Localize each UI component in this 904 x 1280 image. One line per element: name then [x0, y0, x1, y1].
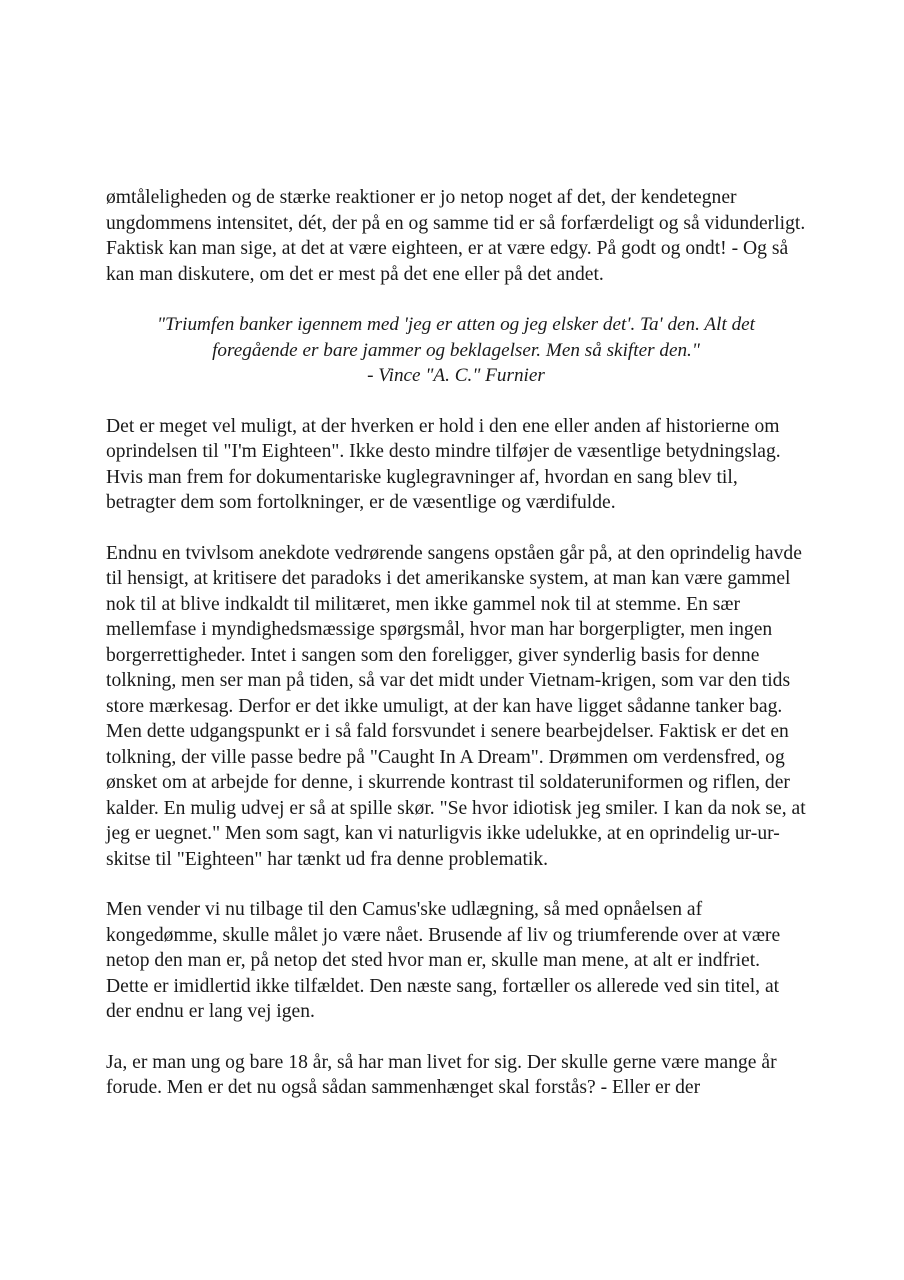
paragraph-1: ømtåleligheden og de stærke reaktioner er jo netop noget af det, der kendetegner ungdommens intensitet, dét, der på en og samme tid er så forfærdeligt og så vidunderligt. Faktisk kan man sige, at det at være eighteen, er at være edgy. På godt og ondt! - Og så kan man diskutere, om det er mest på det ene eller på det andet.	[106, 187, 806, 285]
quote-attribution: - Vince "A. C." Furnier	[367, 365, 545, 386]
document-body	[106, 185, 806, 1126]
quote-line-2: foregående er bare jammer og beklagelser. Men så skifter den."	[212, 339, 700, 361]
paragraph-5: Ja, er man ung og bare 18 år, så har man livet for sig. Der skulle gerne være mange år forude. Men er det nu også sådan sammenhænget skal forstås? - Eller er der	[106, 1051, 777, 1098]
paragraph-3: Endnu en tvivlsom anekdote vedrørende sangens opståen går på, at den oprindelig havde til hensigt, at kritisere det paradoks i det amerikanske system, at man kan være gammel nok til at blive indkaldt til militæret, men ikke gammel nok til at stemme. En sær mellemfase i myndighedsmæssige spørgsmål, hvor man har borgerpligter, men ingen borgerrettigheder. Intet i sangen som den foreligger, giver synderlig basis for denne tolkning, men ser man på tiden, så var det midt under Vietnam-krigen, som var den tids store mærkesag. Derfor er det ikke umuligt, at der kan have ligget sådanne tanker bag. Men dette udgangspunkt er i så fald forsvundet i senere bearbejdelser. Faktisk er det en tolkning, der ville passe bedre på "Caught In A Dream". Drømmen om verdensfred, og ønsket om at arbejde for denne, i skurrende kontrast til soldateruniformen og riflen, der kalder. En mulig udvej er så at spille skør. "Se hvor idiotisk jeg smiler. I kan da nok se, at jeg er uegnet." Men som sagt, kan vi naturligvis ikke udelukke, at en oprindelig ur-ur-skitse til "Eighteen" har tænkt ud fra denne problematik.	[106, 542, 806, 870]
quote-line-1: "Triumfen banker igennem med 'jeg er atten og jeg elsker det'. Ta' den. Alt det	[156, 314, 756, 335]
paragraph-2: Det er meget vel muligt, at der hverken er hold i den ene eller anden af historierne om oprindelsen til "I'm Eighteen". Ikke desto mindre tilføjer de væsentlige betydningslag. Hvis man frem for dokumentariske kuglegravninger af, hvordan en sang blev til, betragter dem som fortolkninger, er de væsentlige og værdifulde.	[106, 415, 781, 513]
block-quote	[106, 312, 806, 389]
paragraph-4: Men vender vi nu tilbage til den Camus'ske udlægning, så med opnåelsen af kongedømme, skulle målet jo være nået. Brusende af liv og triumferende over at være netop den man er, på netop det sted hvor man er, skulle man mene, at alt er indfriet. Dette er imidlertid ikke tilfældet. Den næste sang, fortæller os allerede ved sin titel, at der endnu er lang vej igen.	[106, 899, 781, 1022]
